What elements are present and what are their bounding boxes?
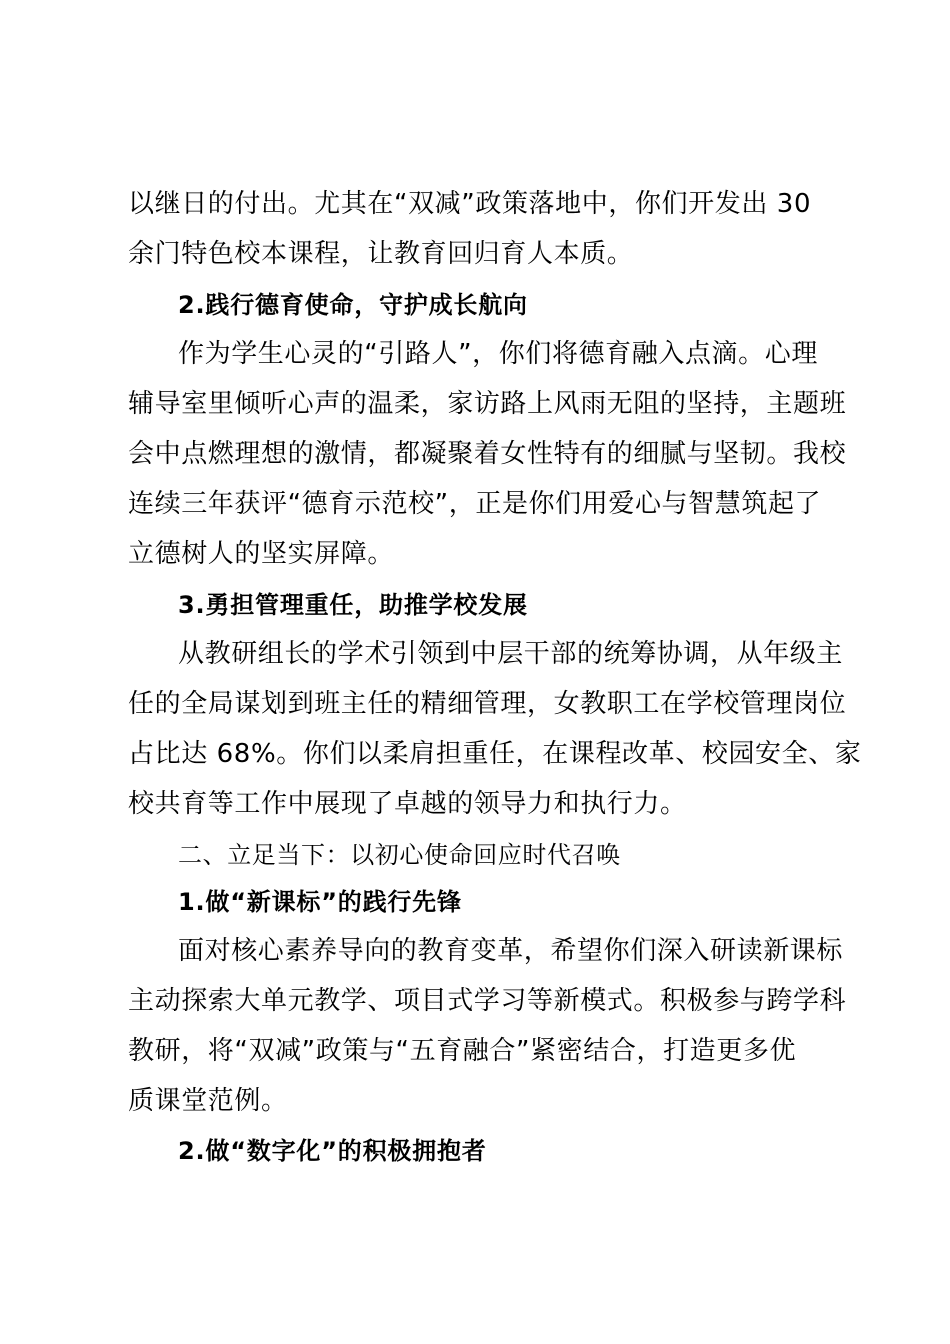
subheading: 2.做“数字化”的积极拥抱者	[178, 1137, 487, 1165]
body-text-line: 面对核心素养导向的教育变革，希望你们深入研读新课标	[178, 936, 844, 966]
section-heading: 二、立足当下：以初心使命回应时代召唤	[178, 841, 621, 869]
body-text-line: 余门特色校本课程，让教育回归育人本质。	[128, 239, 634, 269]
body-text-line: 以继日的付出。尤其在“双减”政策落地中，你们开发出 30	[128, 189, 812, 219]
body-text-line: 校共育等工作中展现了卓越的领导力和执行力。	[128, 789, 687, 819]
body-text-line: 辅导室里倾听心声的温柔，家访路上风雨无阻的坚持，主题班	[128, 389, 847, 419]
body-text-line: 质课堂范例。	[128, 1086, 288, 1116]
body-text-line: 连续三年获评“德育示范校”，正是你们用爱心与智慧筑起了	[128, 489, 822, 519]
body-text-line: 从教研组长的学术引领到中层干部的统筹协调，从年级主	[178, 639, 844, 669]
body-text-line: 会中点燃理想的激情，都凝聚着女性特有的细腻与坚韧。我校	[128, 439, 847, 469]
body-text-line: 主动探索大单元教学、项目式学习等新模式。积极参与跨学科	[128, 986, 847, 1016]
body-text-line: 占比达 68%。你们以柔肩担重任，在课程改革、校园安全、家	[128, 739, 862, 769]
body-text-line: 教研，将“双减”政策与“五育融合”紧密结合，打造更多优	[128, 1036, 797, 1066]
body-text-line: 任的全局谋划到班主任的精细管理，女教职工在学校管理岗位	[128, 689, 847, 719]
body-text-line: 作为学生心灵的“引路人”，你们将德育融入点滴。心理	[178, 339, 818, 369]
subheading: 2.践行德育使命，守护成长航向	[178, 291, 528, 319]
subheading: 3.勇担管理重任，助推学校发展	[178, 591, 528, 619]
subheading: 1.做“新课标”的践行先锋	[178, 888, 462, 916]
body-text-line: 立德树人的坚实屏障。	[128, 539, 395, 569]
